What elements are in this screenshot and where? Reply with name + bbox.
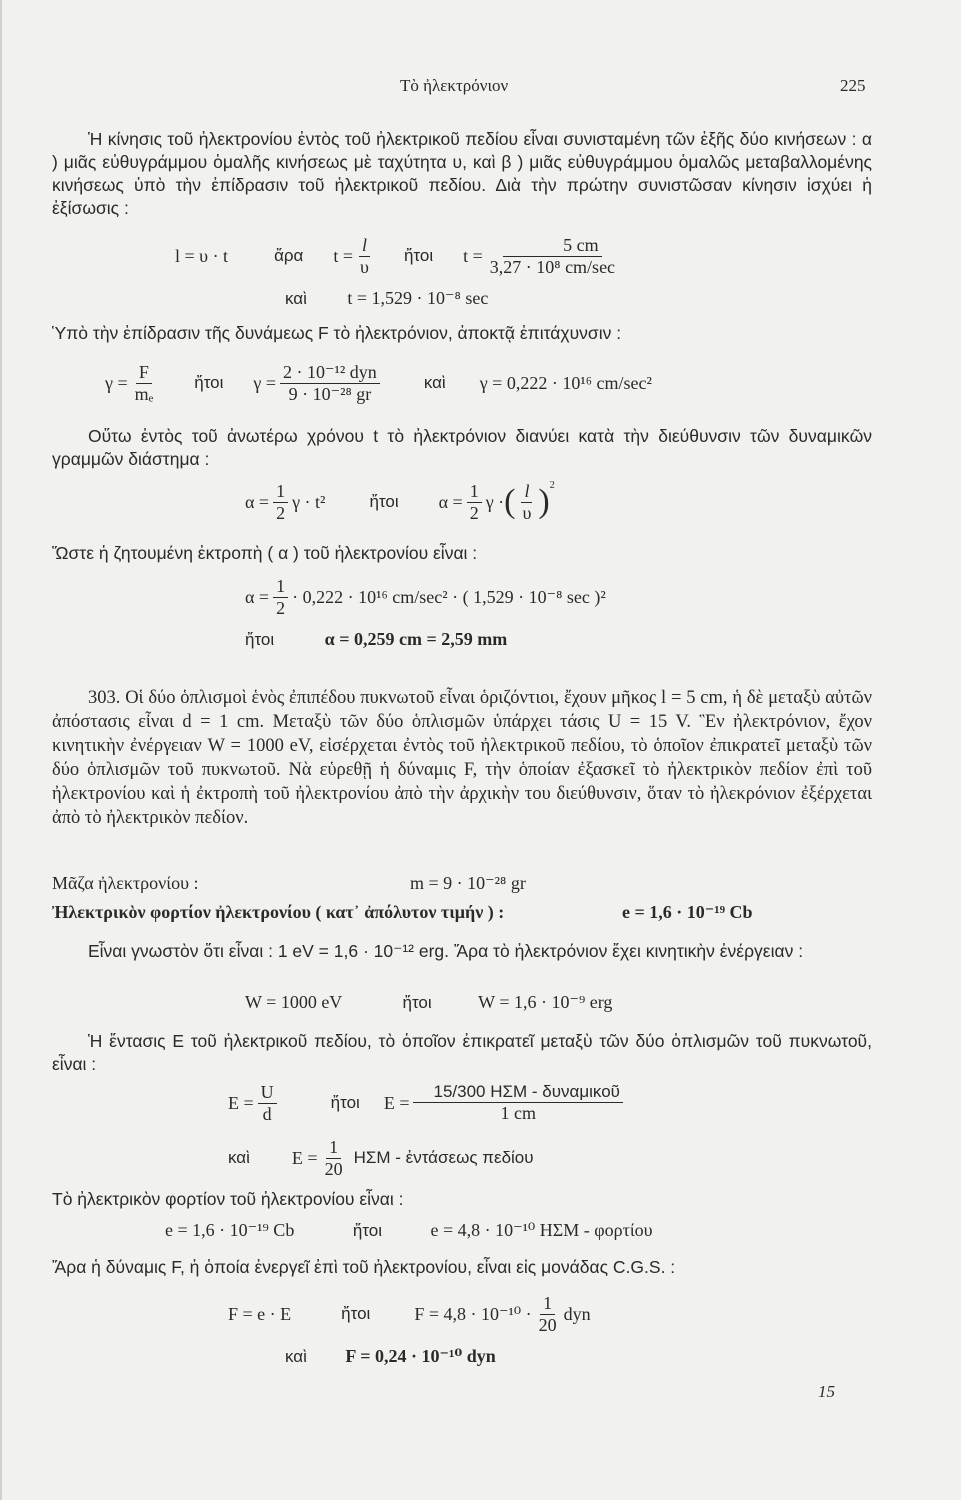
- word-ara: ἄρα: [274, 246, 304, 265]
- eq1-row: [175, 230, 622, 282]
- eq4-result-row: [245, 629, 507, 650]
- eq1-t-eq-2: t =: [463, 245, 483, 266]
- eq1-t-eq: t =: [333, 245, 354, 266]
- running-title: Τὸ ἠλεκτρόνιον: [400, 76, 509, 95]
- fraction-denominator: 2: [276, 597, 286, 618]
- fraction-denominator: d: [262, 1103, 272, 1124]
- word-itoi: ἤτοι: [330, 1093, 360, 1112]
- word-kai: καὶ: [285, 1347, 307, 1366]
- text-deflection-intro: Ὥστε ἡ ζητουμένη ἐκτροπὴ ( α ) τοῦ ἠλεκτρονίου εἶναι :: [52, 543, 478, 563]
- fraction-one-twentieth: [536, 1294, 560, 1335]
- fraction-force-over-mass: [280, 363, 380, 404]
- eq7-row: [165, 1220, 653, 1241]
- fraction-one-twentieth: [322, 1138, 346, 1179]
- eq2-gamma-eq-2: γ =: [253, 372, 277, 393]
- eq8-rhs-pre: F = 4,8 · 10⁻¹⁰ ·: [414, 1303, 532, 1324]
- scan-left-edge: [0, 0, 2, 1500]
- fraction-denominator: υ: [522, 502, 532, 523]
- fraction-one-half: [273, 577, 288, 618]
- fraction-denominator: 2: [469, 502, 479, 523]
- fraction-u-over-d: [258, 1083, 277, 1124]
- word-kai: καὶ: [423, 373, 446, 392]
- eq6-unit: ΗΣΜ - ἐντάσεως πεδίου: [353, 1148, 534, 1167]
- text-ev-intro: Εἶναι γνωστὸν ὅτι εἶναι : 1 eV = 1,6 · 10⁻¹² erg. Ἄρα τὸ ἠλεκτρόνιον ἔχει κινητικὴν ἐνέργειαν :: [88, 941, 804, 961]
- eq7-lhs: e = 1,6 · 10⁻¹⁹ Cb: [165, 1220, 295, 1240]
- fraction-potential-over-length: [413, 1083, 622, 1123]
- fraction-l-over-v: [357, 236, 372, 277]
- eq8-row: [228, 1286, 591, 1342]
- fraction-numerator: 1: [326, 1138, 341, 1159]
- eq7-rhs: e = 4,8 · 10⁻¹⁰ ΗΣΜ - φορτίου: [430, 1220, 653, 1240]
- eq3-alpha-eq-2: α =: [438, 491, 463, 512]
- fraction-numerator: 5 cm: [503, 236, 602, 257]
- exponent-square: 2: [549, 480, 555, 491]
- eq3-row: [245, 474, 555, 530]
- eq6-e-eq-2: E =: [383, 1092, 410, 1113]
- eq5-lhs: W = 1000 eV: [245, 992, 342, 1012]
- word-kai: καὶ: [285, 289, 307, 308]
- text-force-intro: Ἄρα ἡ δύναμις F, ἡ ὁποία ἐνεργεῖ ἐπὶ τοῦ ἠλεκτρονίου, εἶναι εἰς μονάδας C.G.S. :: [52, 1257, 676, 1277]
- fraction-denominator: 9 · 10⁻²⁸ gr: [288, 383, 372, 404]
- page-number: 225: [840, 76, 866, 95]
- left-paren: (: [504, 483, 516, 520]
- word-itoi: ἤτοι: [402, 993, 432, 1012]
- right-paren: ): [538, 483, 550, 520]
- eq1-result-row: [285, 288, 488, 309]
- problem-303: 303. Οἱ δύο ὁπλισμοὶ ἑνὸς ἐπιπέδου πυκνωτοῦ εἶναι ὁριζόντιοι, ἔχουν μῆκος l = 5 cm, ἡ δὲ μεταξὺ αὐτῶν ἀπόστασις εἶναι d = 1 cm. Μεταξὺ τῶν δύο ὁπλισμῶν ὑπάρχει τάσις U = 15 V. Ἓν ἠλεκτρόνιον, ἔχον κινητικὴν ἐνέργειαν W = 1000 eV, εἰσέρχεται ἐντὸς τοῦ ἠλεκτρικοῦ πεδίου, τὸ ὁποῖον ἐπικρατεῖ μεταξὺ τῶν δύο ὁπλισμῶν τοῦ πυκνωτοῦ. Νὰ εὑρεθῇ ἡ δύναμις F, τὴν ὁποίαν ἐξασκεῖ τὸ ἠλεκτρικὸν πεδίον ἐπὶ τοῦ ἠλεκτρονίου καὶ ἡ ἐκτροπὴ τοῦ ἠλεκτρονίου ἀπὸ τὴν ἀρχικὴν του διεύθυνσιν, ὅταν τὸ ἠλεκρόνιον ἐξέρχεται ἀπὸ τὸ ἠλεκτρικὸν πεδίον.: [52, 688, 872, 828]
- word-itoi: ἤτοι: [341, 1304, 371, 1323]
- eq6-e-eq: E =: [228, 1092, 254, 1113]
- eq8-result: F = 0,24 · 10⁻¹⁰ dyn: [345, 1346, 496, 1366]
- eq5-rhs: W = 1,6 · 10⁻⁹ erg: [478, 992, 613, 1012]
- fraction-denominator: 1 cm: [500, 1102, 536, 1123]
- eq4-row: [245, 570, 606, 624]
- eq2-row: [105, 355, 652, 411]
- eq8-unit: dyn: [563, 1303, 591, 1324]
- fraction-numerator: U: [258, 1083, 277, 1104]
- text-distance-intro: Οὕτω ἐντὸς τοῦ ἀνωτέρω χρόνου t τὸ ἠλεκτρόνιον διανύει κατὰ τὴν διεύθυνσιν τῶν δυναμικῶν γραμμῶν διάστημα :: [52, 426, 872, 469]
- fraction-numerator: F: [136, 363, 152, 384]
- eq4-alpha-eq: α =: [245, 586, 270, 607]
- eq3-gamma-dot: γ ·: [485, 491, 505, 512]
- eq6-row: [228, 1075, 627, 1131]
- intro-paragraph: Ἡ κίνησις τοῦ ἠλεκτρονίου ἐντὸς τοῦ ἠλεκτρικοῦ πεδίου εἶναι συνισταμένη τῶν ἑξῆς δύο κινήσεων : α ) μιᾶς εὐθυγράμμου ὁμαλῆς κινήσεως μὲ ταχύτητα υ, καὶ β ) μιᾶς εὐθυγράμμου ὁμαλῶς μεταβαλλομένης κινήσεως ὑπὸ τὴν ἐπίδρασιν τοῦ ἠλεκτρικοῦ πεδίου. Διὰ τὴν πρώτην συνιστῶσαν κίνησιν ἰσχύει ἡ ἐξίσωσις :: [52, 129, 872, 218]
- fraction-numerator: 1: [273, 577, 288, 598]
- word-itoi: ἤτοι: [403, 246, 434, 265]
- fraction-denominator: mₑ: [134, 383, 154, 404]
- word-kai: καὶ: [228, 1148, 250, 1167]
- fraction-length-over-velocity: [487, 236, 618, 277]
- text-field-intro: Ἡ ἔντασις E τοῦ ἠλεκτρικοῦ πεδίου, τὸ ὁποῖον ἐπικρατεῖ μεταξὺ τῶν δύο ὁπλισμῶν τοῦ πυκνωτοῦ, εἶναι :: [52, 1031, 872, 1074]
- fraction-numerator: 1: [273, 482, 288, 503]
- mass-label: Μᾶζα ἠλεκτρονίου :: [52, 873, 199, 893]
- eq5-row: [245, 992, 612, 1013]
- fraction-denominator: υ: [360, 256, 369, 277]
- eq4-rest: · 0,222 · 10¹⁶ cm/sec² · ( 1,529 · 10⁻⁸ sec )²: [292, 586, 606, 607]
- fraction-denominator: 2: [276, 502, 286, 523]
- given-mass-row: [52, 873, 199, 894]
- word-itoi: ἤτοι: [369, 492, 399, 511]
- charge-value: e = 1,6 · 10⁻¹⁹ Cb: [622, 902, 753, 922]
- eq2-gamma-eq: γ =: [105, 372, 128, 393]
- fraction-one-half: [467, 482, 482, 523]
- mass-value: m = 9 · 10⁻²⁸ gr: [410, 873, 526, 893]
- printer-signature: 15: [818, 1382, 835, 1401]
- word-itoi: ἤτοι: [352, 1221, 382, 1240]
- fraction-numerator: l: [521, 482, 532, 503]
- eq8-result-row: [285, 1346, 496, 1367]
- fraction-denominator: 20: [538, 1314, 557, 1335]
- fraction-one-half: [273, 482, 288, 523]
- eq3-alpha-eq: α =: [245, 491, 270, 512]
- word-itoi: ἤτοι: [194, 373, 224, 392]
- text-acceleration-intro: Ὑπὸ τὴν ἐπίδρασιν τῆς δυνάμεως F τὸ ἠλεκτρόνιον, ἀποκτᾷ ἐπιτάχυνσιν :: [52, 323, 622, 343]
- fraction-numerator: l: [359, 236, 370, 257]
- fraction-denominator: 20: [324, 1158, 343, 1179]
- word-itoi: ἤτοι: [245, 630, 275, 649]
- eq2-result: γ = 0,222 · 10¹⁶ cm/sec²: [479, 372, 652, 393]
- fraction-numerator: 2 · 10⁻¹² dyn: [280, 363, 380, 384]
- fraction-numerator: 1: [540, 1294, 555, 1315]
- fraction-numerator: 15/300 ΗΣΜ - δυναμικοῦ: [413, 1083, 622, 1103]
- eq8-lhs: F = e · E: [228, 1303, 292, 1324]
- eq6-e-eq-3: E =: [291, 1147, 318, 1168]
- eq1-lhs: l = υ · t: [175, 245, 229, 266]
- eq6-result-row: [228, 1132, 534, 1184]
- charge-label: Ἠλεκτρικὸν φορτίον ἠλεκτρονίου ( κατ᾽ ἀπόλυτον τιμήν ) :: [52, 902, 505, 922]
- eq4-result: α = 0,259 cm = 2,59 mm: [324, 629, 508, 649]
- fraction-l-over-v: [520, 482, 535, 523]
- eq3-gamma-t2: γ · t²: [292, 491, 326, 512]
- fraction-denominator: 3,27 · 10⁸ cm/sec: [489, 256, 616, 277]
- fraction-numerator: 1: [467, 482, 482, 503]
- eq1-result: t = 1,529 · 10⁻⁸ sec: [347, 288, 489, 308]
- text-charge-intro: Τὸ ἠλεκτρικὸν φορτίον τοῦ ἠλεκτρονίου εἶναι :: [52, 1189, 404, 1209]
- fraction-f-over-me: [132, 363, 157, 404]
